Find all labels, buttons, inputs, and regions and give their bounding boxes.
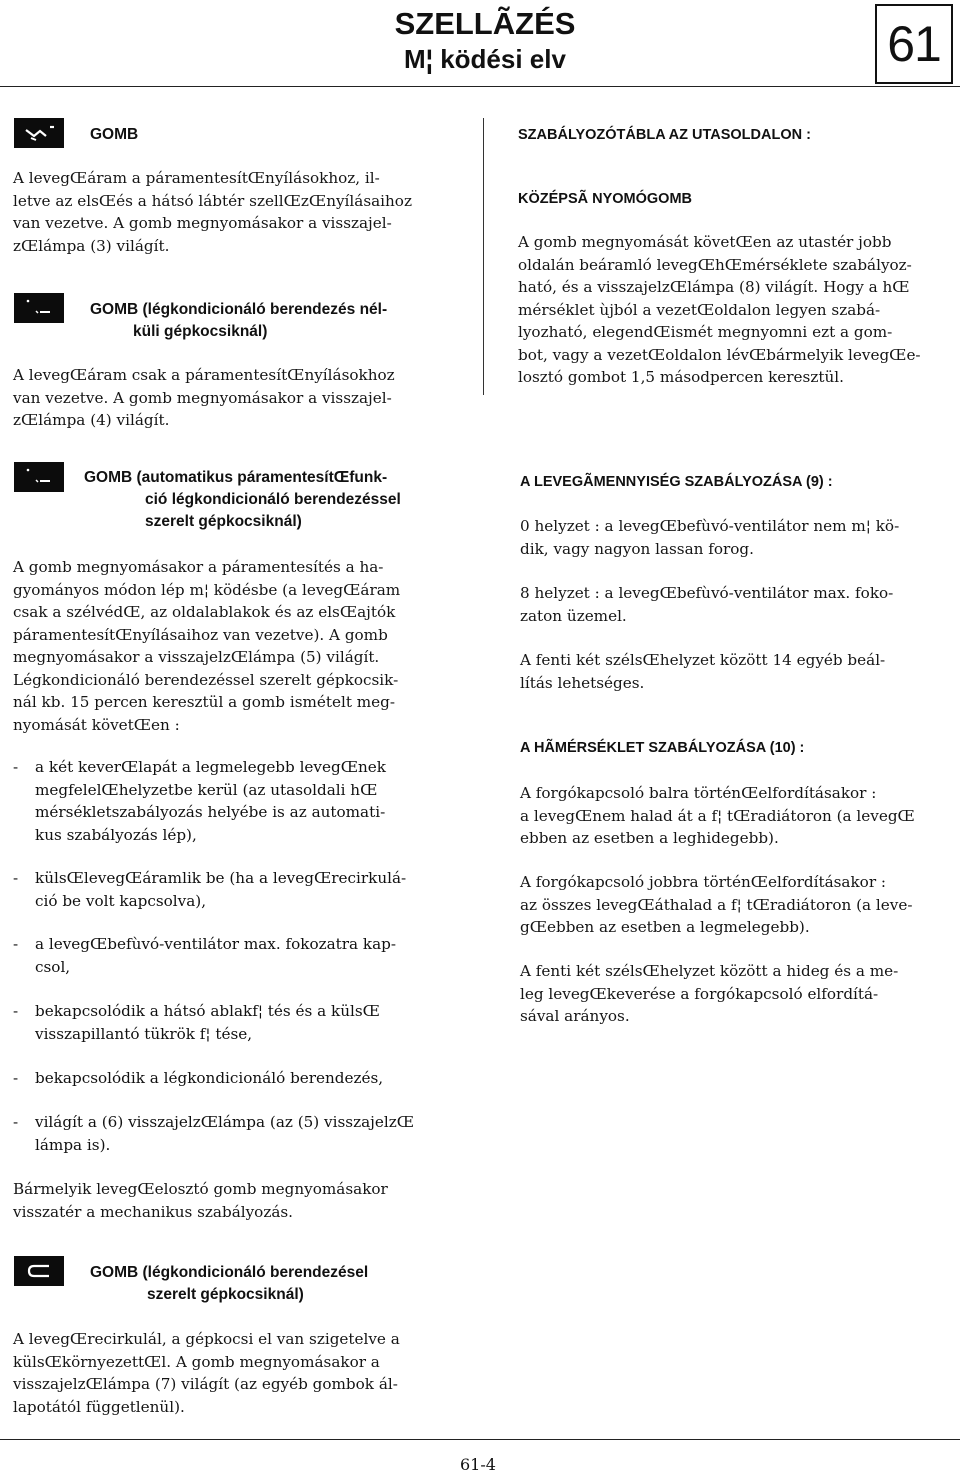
center-button-text: A gomb megnyomását követŒen az utastér jobb oldalán beáramló levegŒhŒmérséklete szabályoz- ható, és a visszajelzŒlámpa (8) világít. Hogy a hŒ mérséklet ùjból a vezetŒoldalon legyen szabá- lyozható, elegendŒismét megnyomni ezt a gom- bot, vagy a vezetŒoldalon lévŒbármelyik levegŒe- losztó gombot 1,5 másodpercen keresztül. [518,233,921,386]
temperature-left-text: A forgókapcsoló balra történŒelfordításakor : a levegŒnem halad át a f¦ tŒradiátoron (a levegŒ ebben az esetben a leghidegebb). [520,784,915,847]
heading-center-button: KÖZÉPSÃ NYOMÓGOMB [518,191,693,207]
page-title: SZELLÃZÉS [394,6,576,41]
recirculation-icon [14,1256,64,1286]
section-label-defrost-feet: GOMB [90,126,139,143]
heading-control-panel: SZABÁLYOZÓTÁBLA AZ UTASOLDALON : [518,127,811,143]
section-label-recirculation: GOMB (légkondicionáló berendezésel szerelt gépkocsiknál) [90,1264,369,1303]
footer-divider [0,1439,960,1440]
page-number: 61-4 [460,1455,496,1474]
page-subtitle: M¦ ködési elv [404,44,566,74]
heading-temperature: A HÃMÉRSÉKLET SZABÁLYOZÁSA (10) : [520,740,805,756]
defrost-feet-icon [14,118,64,148]
closing-text: Bármelyik levegŒelosztó gomb megnyomásakor visszatér a mechanikus szabályozás. [13,1180,388,1221]
section-label-windscreen-defrost: GOMB (légkondicionáló berendezés nél- küli gépkocsiknál) [90,301,388,340]
section-label-auto-defrost: GOMB (automatikus páramentesítŒfunk- ció légkondicionáló berendezéssel szerelt gépkocsiknál) [84,469,401,530]
auto-defrost-icon [14,462,64,492]
section-text-windscreen-defrost: A levegŒáram csak a páramentesítŒnyílásokhoz van vezetve. A gomb megnyomásakor a visszajel- zŒlámpa (4) világít. [13,366,395,429]
header-divider [0,86,960,87]
section-text-defrost-feet: A levegŒáram a páramentesítŒnyílásokhoz, il- letve az elsŒés a hátsó lábtér szellŒzŒnyílásaihoz van vezetve. A gomb megnyomásakor a visszajel- zŒlámpa (3) világít. [13,169,412,255]
position-8-text: 8 helyzet : a levegŒbefùvó-ventilátor max. foko- zaton üzemel. [520,584,894,625]
section-text-recirculation: A levegŒrecirkulál, a gépkocsi el van szigetelve a külsŒkörnyezettŒl. A gomb megnyomásakor a visszajelzŒlámpa (7) világít (az egyéb gombok ál- lapotától függetlenül). [13,1330,400,1416]
temperature-mix-text: A fenti két szélsŒhelyzet között a hideg és a me- leg levegŒkeverése a forgókapcsoló elfordítá- sával arányos. [520,962,899,1025]
position-0-text: 0 helyzet : a levegŒbefùvó-ventilátor nem m¦ kö- dik, vagy nagyon lassan forog. [520,517,900,558]
column-divider [483,118,484,395]
intermediate-positions-text: A fenti két szélsŒhelyzet között 14 egyéb beál- lítás lehetséges. [520,651,886,692]
heading-air-quantity: A LEVEGÃMENNYISÉG SZABÁLYOZÁSA (9) : [520,474,833,490]
section-text-auto-defrost: A gomb megnyomásakor a páramentesítés a ha- gyományos módon lép m¦ ködésbe (a levegŒáram csak a szélvédŒ, az oldalablakok és az elsŒajtók páramentesítŒnyílásaihoz van vezetve). A gomb megnyomásakor a visszajelzŒlámpa (5) világít. Légkondicionáló berendezéssel szerelt gépkocsik- nál kb. 15 percen keresztül a gomb ismételt meg- nyomását követŒen : [13,558,401,734]
temperature-right-text: A forgókapcsoló jobbra történŒelfordításakor : az összes levegŒáthalad a f¦ tŒradiátoron (a leve- gŒebben az esetben a legmelegebb). [520,873,913,936]
windscreen-defrost-icon [14,293,64,323]
chapter-number-box: 61 [875,4,953,84]
